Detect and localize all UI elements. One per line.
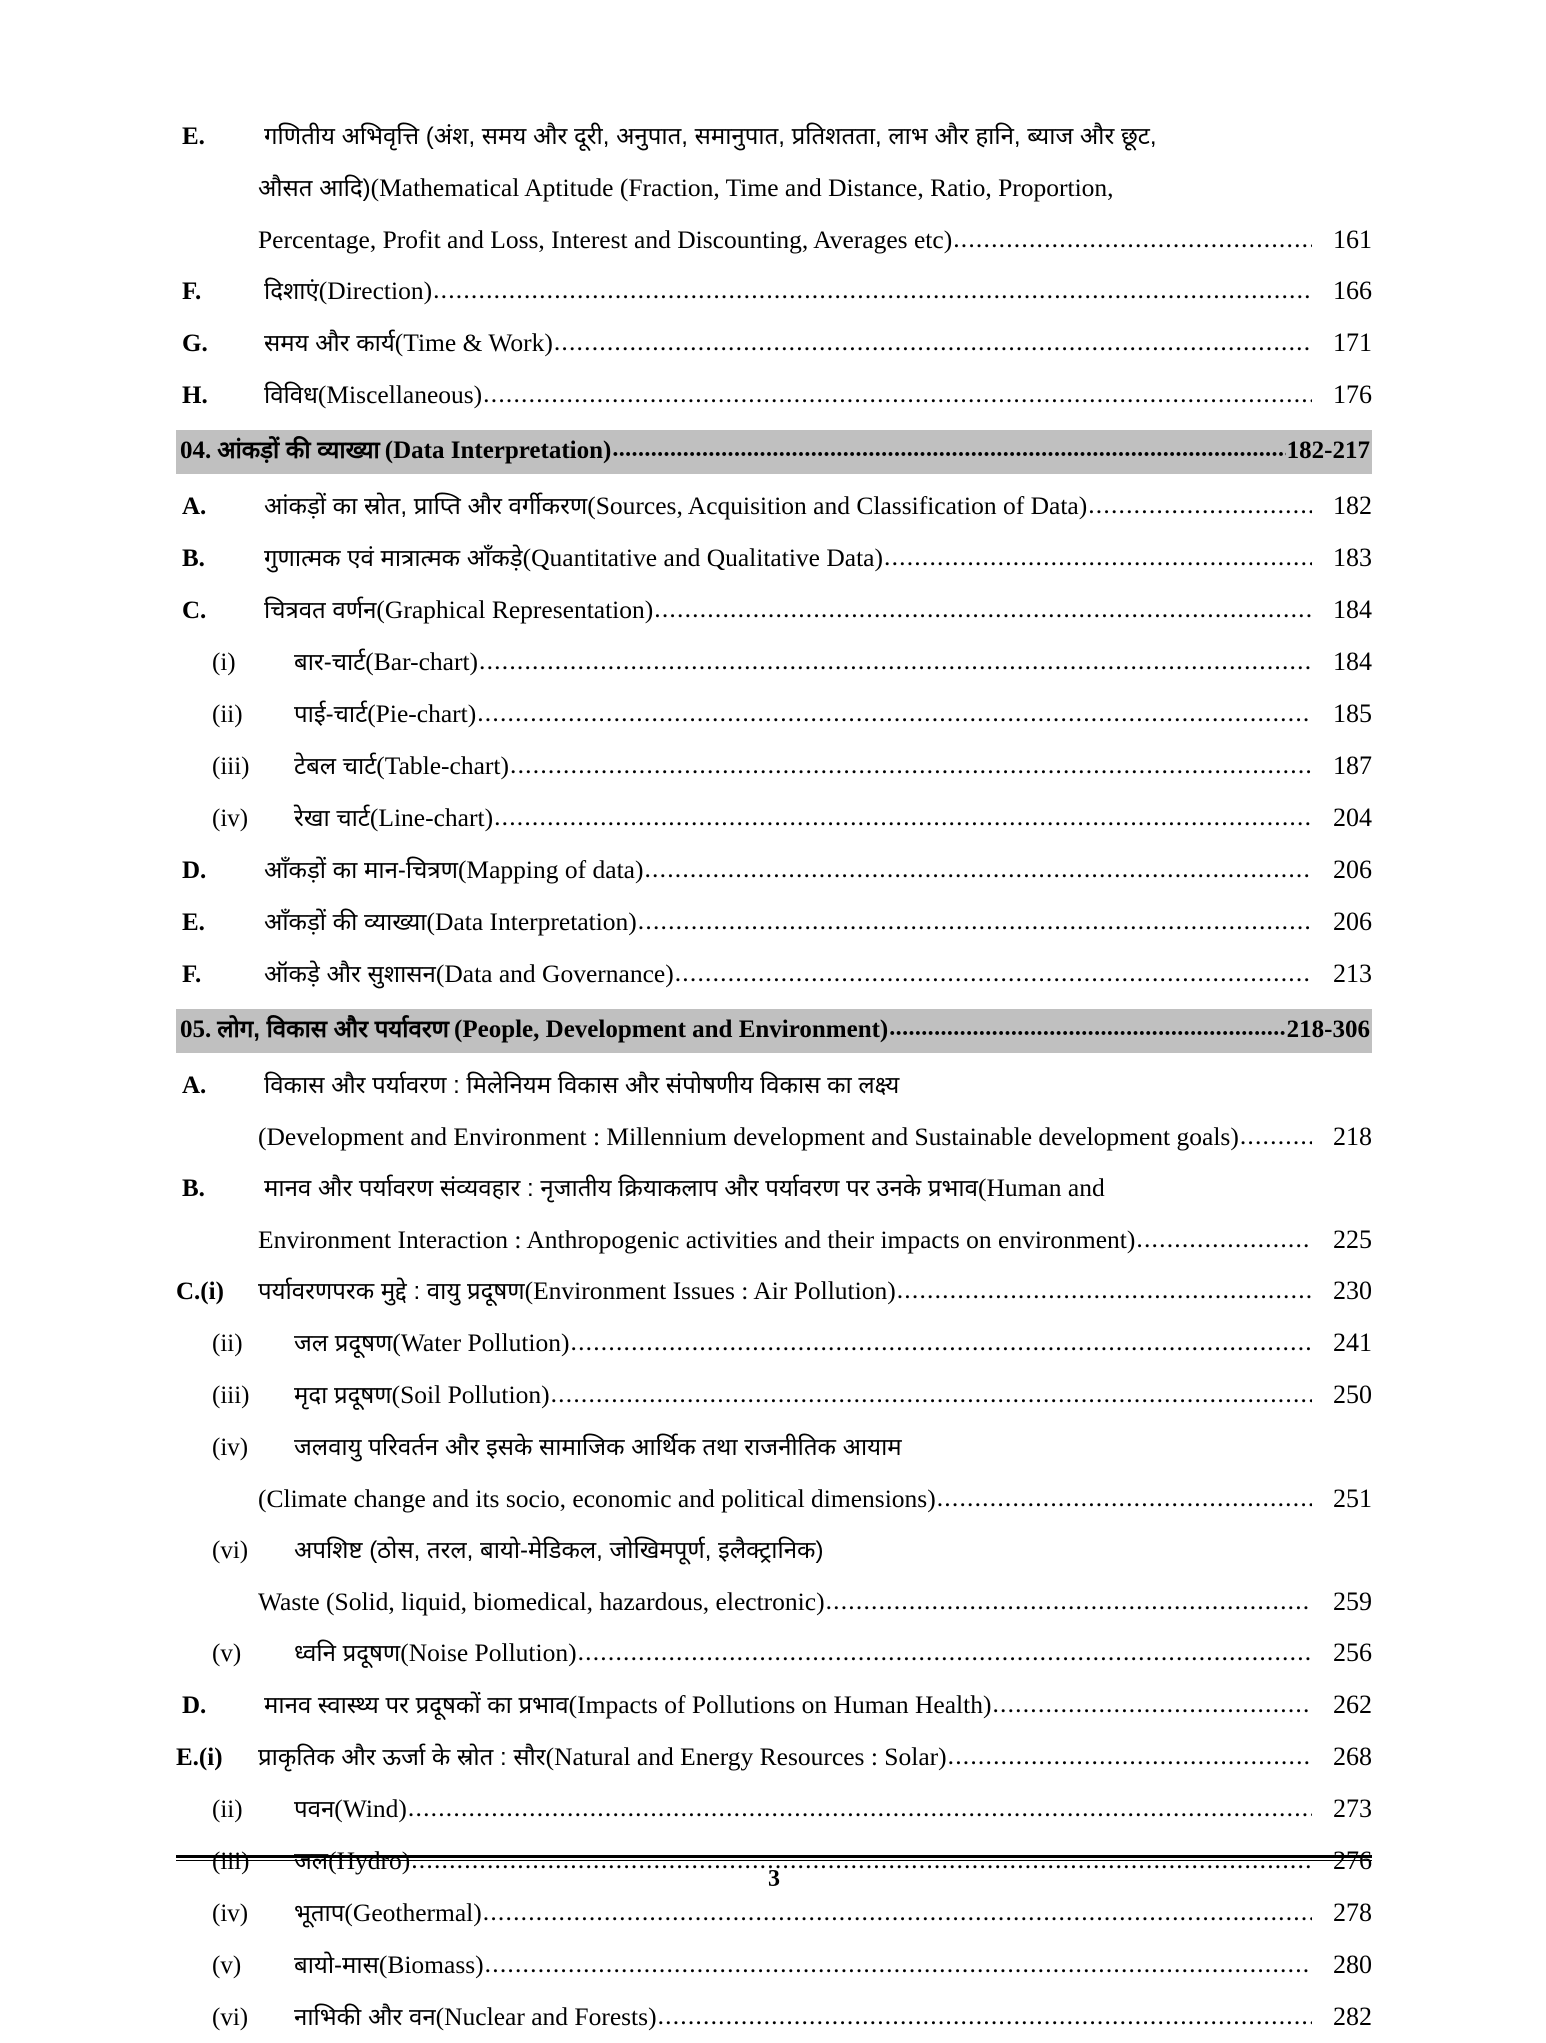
leader-dots (510, 739, 1312, 790)
leader-dots (477, 687, 1312, 738)
footer-divider (176, 1855, 1372, 1861)
entry-page-number: 268 (1333, 1742, 1372, 1771)
entry-label-english: (Climate change and its socio, economic and political dimensions) (258, 1484, 936, 1513)
entry-page-number: 230 (1333, 1276, 1372, 1305)
entry-label-english: (Direction) (318, 276, 433, 305)
leader-dots (948, 1730, 1312, 1781)
entry-marker: (v) (212, 1640, 242, 1667)
toc-entry (176, 948, 1372, 1000)
leader-dots (897, 1264, 1312, 1315)
entry-marker: (iv) (212, 1434, 249, 1461)
entry-label-english: (Noise Pollution) (400, 1638, 577, 1667)
toc-entry (176, 1731, 1372, 1783)
entry-label-hindi: रेखा चार्ट (294, 805, 370, 832)
entry-marker: G. (182, 330, 208, 357)
entry-label-english: (Impacts of Pollutions on Human Health) (568, 1690, 992, 1719)
entry-marker: B. (182, 545, 205, 572)
leader-dots (889, 1010, 1285, 1046)
leader-dots (485, 1938, 1312, 1989)
toc-entry (176, 1939, 1372, 1991)
entry-label-hindi: प्राकृतिक और ऊर्जा के स्रोत : सौर (258, 1744, 546, 1771)
leader-dots (1136, 1213, 1312, 1264)
entry-page-number: 213 (1333, 959, 1372, 988)
toc-entry (176, 1524, 1372, 1576)
entry-continuation-line (176, 1576, 1372, 1627)
entry-page-number: 278 (1333, 1898, 1372, 1927)
entry-label-hindi: ऑकड़े और सुशासन (264, 961, 436, 988)
entry-page-number: 183 (1333, 543, 1372, 572)
chapter-title-english: (Data Interpretation) (384, 437, 612, 464)
entry-label-hindi: दिशाएं (264, 278, 319, 305)
entry-page-number: 182 (1333, 491, 1372, 520)
entry-label-hindi: गणितीय अभिवृत्ति (अंश, समय और दूरी, अनुपात, समानुपात, प्रतिशतता, लाभ और हानि, ब्याज और छूट, (264, 123, 1157, 150)
entry-label-hindi: गुणात्मक एवं मात्रात्मक आँकड़े (264, 545, 523, 572)
entry-label-english: (Geothermal) (344, 1898, 482, 1927)
entry-marker: (i) (212, 649, 236, 676)
entry-continuation-line (176, 1473, 1372, 1524)
leader-dots (554, 316, 1312, 367)
entry-label-english: (Nuclear and Forests) (435, 2002, 657, 2031)
entry-label-hindi: बायो-मास (294, 1952, 379, 1979)
entry-label-hindi: ध्वनि प्रदूषण (294, 1640, 401, 1667)
entry-marker: E. (182, 909, 205, 936)
entry-label-english: (Miscellaneous) (317, 380, 483, 409)
toc-entry (176, 740, 1372, 792)
leader-dots (638, 895, 1312, 946)
entry-label-hindi: औसत आदि) (258, 175, 371, 202)
entry-label-hindi: पर्यावरणपरक मुद्दे : वायु प्रदूषण (258, 1278, 525, 1305)
toc-entry (176, 1991, 1372, 2043)
leader-dots (826, 1575, 1312, 1626)
entry-marker: D. (182, 857, 207, 884)
entry-marker: D. (182, 1692, 207, 1719)
entry-page-number: 225 (1333, 1225, 1372, 1254)
entry-label-english: (Sources, Acquisition and Classification of Data) (587, 491, 1088, 520)
entry-label-hindi: विकास और पर्यावरण : मिलेनियम विकास और संपोषणीय विकास का लक्ष्य (264, 1072, 900, 1099)
entry-page-number: 206 (1333, 855, 1372, 884)
entry-label-english: (Time & Work) (394, 328, 553, 357)
entry-continuation-line (176, 1214, 1372, 1265)
entry-page-number: 262 (1333, 1690, 1372, 1719)
entry-page-number: 171 (1333, 328, 1372, 357)
entry-marker: (iii) (212, 1382, 250, 1409)
entry-label-english: (Mapping of data) (457, 855, 644, 884)
entry-label-hindi: बार-चार्ट (294, 649, 366, 676)
entry-marker: B. (182, 1175, 205, 1202)
entry-label-hindi: चित्रवत वर्णन (264, 597, 377, 624)
entry-marker: (ii) (212, 1796, 243, 1823)
entry-page-number: 280 (1333, 1950, 1372, 1979)
toc-entry (176, 1317, 1372, 1369)
leader-dots (1088, 479, 1312, 530)
entry-label-english: (Data Interpretation) (426, 907, 637, 936)
entry-page-number: 187 (1333, 751, 1372, 780)
entry-marker: C.(i) (176, 1278, 224, 1305)
entry-label-english: (Quantitative and Qualitative Data) (522, 543, 883, 572)
toc-entry (176, 844, 1372, 896)
entry-page-number: 161 (1333, 225, 1372, 254)
leader-dots (571, 1316, 1313, 1367)
leader-dots (578, 1626, 1312, 1677)
entry-page-number: 282 (1333, 2002, 1372, 2031)
leader-dots (483, 1886, 1312, 1937)
entry-page-number: 241 (1333, 1328, 1372, 1357)
entry-label-english: (Hydro) (328, 1846, 411, 1875)
entry-marker: A. (182, 1072, 207, 1099)
footer-page-number: 3 (768, 1866, 780, 1892)
entry-label-english: (Table-chart) (376, 751, 510, 780)
toc-entry (176, 1627, 1372, 1679)
toc-entry (176, 1369, 1372, 1421)
leader-dots (612, 431, 1285, 467)
leader-dots (494, 791, 1312, 842)
leader-dots (992, 1678, 1312, 1729)
entry-marker: (vi) (212, 2004, 249, 2031)
toc-entry (176, 480, 1372, 532)
entry-marker: E.(i) (176, 1744, 223, 1771)
leader-dots (654, 583, 1312, 634)
toc-entry (176, 1421, 1372, 1473)
toc-entry (176, 792, 1372, 844)
entry-label-hindi: जल प्रदूषण (294, 1330, 393, 1357)
entry-label-hindi: जलवायु परिवर्तन और इसके सामाजिक आर्थिक तथा राजनीतिक आयाम (294, 1434, 902, 1461)
chapter-page-range: 182-217 (1286, 437, 1370, 464)
entry-marker: (vi) (212, 1537, 249, 1564)
leader-dots (433, 264, 1312, 315)
chapter-heading-bar (176, 1009, 1372, 1053)
entry-page-number: 251 (1333, 1484, 1372, 1513)
entry-page-number: 184 (1333, 647, 1372, 676)
entry-continuation-line (176, 214, 1372, 265)
toc-entry (176, 110, 1372, 162)
entry-page-number: 256 (1333, 1638, 1372, 1667)
entry-label-hindi: अपशिष्ट (ठोस, तरल, बायो-मेडिकल, जोखिमपूर्ण, इलैक्ट्रानिक) (294, 1537, 824, 1564)
entry-marker: F. (182, 961, 202, 988)
entry-continuation-line (176, 1111, 1372, 1162)
entry-page-number: 204 (1333, 803, 1372, 832)
entry-marker: C. (182, 597, 207, 624)
entry-marker: F. (182, 278, 202, 305)
entry-page-number: 276 (1333, 1846, 1372, 1875)
leader-dots (479, 635, 1312, 686)
toc-entry (176, 265, 1372, 317)
toc-entry (176, 636, 1372, 688)
entry-label-english: Percentage, Profit and Loss, Interest and Discounting, Averages etc) (258, 225, 953, 254)
entry-marker: A. (182, 493, 207, 520)
toc-entry (176, 1679, 1372, 1731)
leader-dots (408, 1782, 1312, 1833)
leader-dots (884, 531, 1312, 582)
toc-entry (176, 1162, 1372, 1214)
entry-page-number: 176 (1333, 380, 1372, 409)
entry-label-english: (Soil Pollution) (391, 1380, 550, 1409)
entry-label-hindi: जल (294, 1848, 329, 1875)
entry-label-hindi: नाभिकी और वन (294, 2004, 436, 2031)
entry-label-english: (Development and Environment : Millennium development and Sustainable development goals) (258, 1122, 1239, 1151)
entry-label-english: (Natural and Energy Resources : Solar) (545, 1742, 947, 1771)
entry-continuation-line (176, 162, 1372, 214)
entry-label-english: (Biomass) (378, 1950, 484, 1979)
toc-entry (176, 688, 1372, 740)
entry-marker: (iv) (212, 1900, 249, 1927)
entry-page-number: 206 (1333, 907, 1372, 936)
entry-label-hindi: भूताप (294, 1900, 345, 1927)
chapter-number: 05. (180, 1016, 212, 1043)
entry-page-number: 185 (1333, 699, 1372, 728)
entry-page-number: 166 (1333, 276, 1372, 305)
entry-label-english: (Environment Issues : Air Pollution) (524, 1276, 896, 1305)
toc-entry (176, 532, 1372, 584)
entry-page-number: 184 (1333, 595, 1372, 624)
chapter-page-range: 218-306 (1286, 1016, 1370, 1043)
entry-label-english: (Human and (977, 1173, 1105, 1202)
leader-dots (483, 368, 1312, 419)
entry-label-hindi: पाई-चार्ट (294, 701, 368, 728)
chapter-number: 04. (180, 437, 212, 464)
entry-page-number: 218 (1333, 1122, 1372, 1151)
entry-label-hindi: मानव स्वास्थ्य पर प्रदूषकों का प्रभाव (264, 1692, 569, 1719)
entry-label-hindi: समय और कार्य (264, 330, 395, 357)
toc-entry (176, 317, 1372, 369)
entry-label-hindi: आंकड़ों का स्रोत, प्राप्ति और वर्गीकरण (264, 493, 588, 520)
table-of-contents (176, 110, 1372, 2043)
chapter-title-english: (People, Development and Environment) (454, 1016, 889, 1043)
toc-entry (176, 896, 1372, 948)
entry-label-hindi: आँकड़ों की व्याख्या (264, 909, 427, 936)
leader-dots (937, 1472, 1312, 1523)
entry-marker: (iv) (212, 805, 249, 832)
entry-label-hindi: आँकड़ों का मान-चित्रण (264, 857, 458, 884)
toc-entry (176, 369, 1372, 421)
toc-entry (176, 1265, 1372, 1317)
leader-dots (551, 1368, 1312, 1419)
toc-entry (176, 1887, 1372, 1939)
entry-label-english: (Bar-chart) (365, 647, 479, 676)
entry-marker: H. (182, 382, 208, 409)
chapter-title-hindi: आंकड़ों की व्याख्या (217, 437, 380, 464)
entry-label-hindi: टेबल चार्ट (294, 753, 377, 780)
entry-label-english: Waste (Solid, liquid, biomedical, hazardous, electronic) (258, 1587, 825, 1616)
toc-entry (176, 584, 1372, 636)
entry-label-english: (Water Pollution) (392, 1328, 570, 1357)
chapter-title-hindi: लोग, विकास और पर्यावरण (217, 1016, 450, 1043)
entry-marker: (ii) (212, 701, 243, 728)
entry-marker: (iii) (212, 753, 250, 780)
entry-label-hindi: पवन (294, 1796, 335, 1823)
toc-entry (176, 1783, 1372, 1835)
toc-entry (176, 1059, 1372, 1111)
entry-page-number: 259 (1333, 1587, 1372, 1616)
entry-label-hindi: मृदा प्रदूषण (294, 1382, 392, 1409)
chapter-heading-bar (176, 430, 1372, 474)
leader-dots (658, 1990, 1312, 2041)
entry-page-number: 273 (1333, 1794, 1372, 1823)
entry-marker: (v) (212, 1952, 242, 1979)
leader-dots (953, 213, 1312, 264)
leader-dots (1240, 1110, 1312, 1161)
entry-label-hindi: विविध (264, 382, 318, 409)
entry-marker: (ii) (212, 1330, 243, 1357)
entry-label-english: (Pie-chart) (367, 699, 477, 728)
leader-dots (644, 843, 1312, 894)
entry-label-english: Environment Interaction : Anthropogenic activities and their impacts on environment) (258, 1225, 1136, 1254)
entry-label-english: (Wind) (334, 1794, 407, 1823)
entry-label-english: (Line-chart) (369, 803, 494, 832)
entry-label-english: (Data and Governance) (435, 959, 674, 988)
leader-dots (675, 947, 1312, 998)
entry-page-number: 250 (1333, 1380, 1372, 1409)
entry-label-hindi: मानव और पर्यावरण संव्यवहार : नृजातीय क्रियाकलाप और पर्यावरण पर उनके प्रभाव (264, 1175, 978, 1202)
entry-marker: E. (182, 123, 205, 150)
entry-label-english: (Mathematical Aptitude (Fraction, Time and Distance, Ratio, Proportion, (370, 173, 1114, 202)
entry-marker: (iii) (212, 1848, 250, 1875)
entry-label-english: (Graphical Representation) (376, 595, 654, 624)
